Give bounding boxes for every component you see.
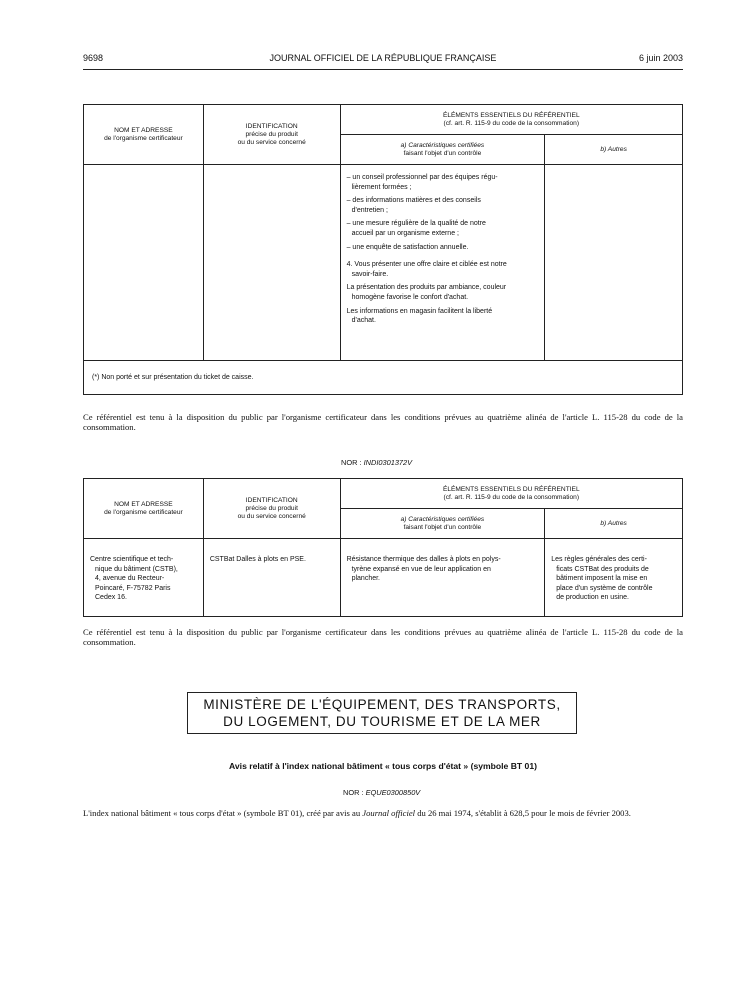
page-number: 9698	[83, 53, 104, 63]
cell-empty-other	[545, 165, 683, 361]
paragraph-1: Ce référentiel est tenu à la disposition du public par l'organisme certificateur dans les conditions prévues au quatrième alinéa de l'article L. 115-28 du code de la consommation.	[83, 412, 683, 432]
page-date: 6 juin 2003	[638, 53, 683, 63]
col-header-elements: ÉLÉMENTS ESSENTIELS DU RÉFÉRENTIEL (cf. art. R. 115-9 du code de la consommation)	[340, 479, 682, 509]
col-header-autres: b) Autres	[545, 135, 683, 165]
cell-characteristics: Résistance thermique des dalles à plots en polys- tyrène expansé en vue de leur application en plancher.	[340, 539, 545, 617]
col-header-elements: ÉLÉMENTS ESSENTIELS DU RÉFÉRENTIEL (cf. art. R. 115-9 du code de la consommation)	[340, 105, 682, 135]
col-header-identification: IDENTIFICATION précise du produit ou du service concerné	[203, 479, 340, 539]
col-header-caracteristiques: a) Caractéristiques certifiées faisant l'objet d'un contrôle	[340, 135, 545, 165]
avis-title: Avis relatif à l'index national bâtiment « tous corps d'état » (symbole BT 01)	[229, 761, 537, 771]
col-header-nom: NOM ET ADRESSE de l'organisme certificateur	[84, 105, 204, 165]
cell-characteristics: – un conseil professionnel par des équipes régu- lièrement formées ; – des informations matières et des conseils d'entretien ; – une mesure régulière de la qualité de notre accueil par un organisme externe ; – une enquête de satisfaction annuelle. 4. Vous présenter une offre claire et ciblée est notre savoir-faire. La présentation des produits par ambiance, couleur homogène favorise le confort d'achat. Les informations en magasin facilitent la liberté d'achat.	[340, 165, 545, 361]
header-rule	[83, 69, 683, 70]
referentiel-table-1	[83, 104, 683, 395]
footnote: (*) Non porté et sur présentation du ticket de caisse.	[84, 361, 683, 395]
col-header-identification: IDENTIFICATION précise du produit ou du service concerné	[203, 105, 340, 165]
col-header-nom: NOM ET ADRESSE de l'organisme certificateur	[84, 479, 204, 539]
final-paragraph: L'index national bâtiment « tous corps d'état » (symbole BT 01), créé par avis au Journal officiel du 26 mai 1974, s'établit à 628,5 pour le mois de février 2003.	[83, 808, 631, 818]
col-header-caracteristiques: a) Caractéristiques certifiées faisant l'objet d'un contrôle	[340, 509, 545, 539]
cell-empty-product	[203, 165, 340, 361]
cell-other: Les règles générales des certi- ficats CSTBat des produits de bâtiment imposent la mise en place d'un système de contrôle de production en usine.	[545, 539, 683, 617]
referentiel-table-2	[83, 478, 683, 617]
ministry-heading: MINISTÈRE DE L'ÉQUIPEMENT, DES TRANSPORTS, DU LOGEMENT, DU TOURISME ET DE LA MER	[187, 692, 577, 734]
cell-organisme: Centre scientifique et tech- nique du bâtiment (CSTB), 4, avenue du Recteur- Poincaré, F-75782 Paris Cedex 16.	[84, 539, 204, 617]
col-header-autres: b) Autres	[545, 509, 683, 539]
nor-reference-1: NOR : INDI0301372V	[341, 458, 413, 467]
cell-empty-org	[84, 165, 204, 361]
journal-title: JOURNAL OFFICIEL DE LA RÉPUBLIQUE FRANÇAISE	[269, 53, 497, 63]
nor-reference-2: NOR : EQUE0300850V	[343, 788, 421, 797]
paragraph-2: Ce référentiel est tenu à la disposition du public par l'organisme certificateur dans les conditions prévues au quatrième alinéa de l'article L. 115-28 du code de la consommation.	[83, 627, 683, 647]
cell-product: CSTBat Dalles à plots en PSE.	[203, 539, 340, 617]
